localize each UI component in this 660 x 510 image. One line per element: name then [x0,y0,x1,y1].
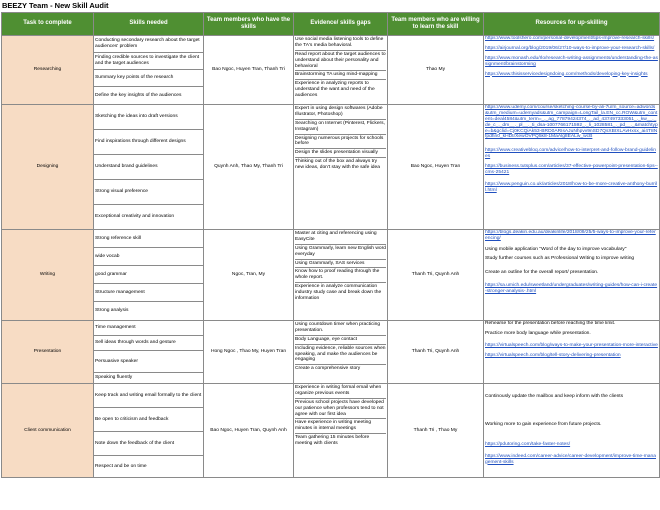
skill-cell[interactable]: Summary key points of the research [94,70,204,87]
skill-cell[interactable]: Time management [94,321,204,336]
skill-cell[interactable]: Understand brand guidelines [94,155,204,180]
table-row [2,230,660,248]
evidence-cell[interactable] [294,384,388,478]
skill-cell[interactable]: Respect and be on time [94,456,204,478]
table-row [2,321,660,336]
resource-link[interactable]: https://www.udemy.com/course/sketching-course-by-ali-7u/m_source=adwords&utm_medium=udemyads&utm_campaign=LongTail_la.EN_cc.ROW&utm_content=deal4584&utm_term=_._ag_77879424374_._ad_437497333051_._kw__._de_c_._dm__._pl__._ti_dsa-1007766171592_._li_1028581_._pd__._&matchtype=b&gclid=Cj0KCQiAk53-BRD0ARIsAJuNhpvv9nSD7QsXBIXLAvHxsx_ai4T8Nfpdhn0_kHDtrXewOVPQ5k8-1MaAlg8EALw_wcB [485,105,658,140]
skill-cell[interactable]: Speaking fluently [94,373,204,384]
resource-text: Continously update the mailbox and keep inform with the clients [485,394,624,399]
evidence-item: Using countdown timer when practicing presentation. [295,321,386,336]
task-cell[interactable]: Writing [2,230,94,321]
members-cell[interactable]: Bao Ngoc, Huyen Tran, Thanh Tri [204,36,294,105]
resource-link[interactable]: https://pdutoring.com/take-faster-notes/ [485,441,571,447]
evidence-item: Use social media listening tools to define the TA's media behavioral. [295,36,386,51]
skill-cell[interactable]: Finding credible sources to investigate the client and the target audiences [94,53,204,70]
evidence-item: Body Language, eye contact [295,336,386,345]
members-cell[interactable]: Hong Ngoc , Thao My, Huyen Tran [204,321,294,384]
resource-text: Practice more body language while presentation. [485,330,591,336]
skill-cell[interactable]: Sell ideas through words and gesture [94,336,204,351]
resource-link[interactable]: https://www.creativebloq.com/advice/how-to-interpret-and-follow-brand-guidelines [485,148,656,160]
task-cell[interactable]: Designing [2,105,94,230]
evidence-cell[interactable] [294,36,388,105]
evidence-item: Previous school projects have developed our patience when professors tend to not agree with our first idea [295,399,386,420]
skill-cell[interactable]: Be open to criticism and feedback [94,408,204,432]
skill-cell[interactable]: Structure management [94,284,204,302]
learners-cell[interactable]: Thanh Tri, Quynh Anh [388,321,484,384]
evidence-item: Have experience in writing meeting minutes in internal meetings [295,419,386,434]
resource-text: Working more to gain experience from future projects. [485,421,602,427]
resources-cell[interactable] [484,384,660,478]
skill-cell[interactable]: Keep track and writing email formally to the client [94,384,204,408]
evidence-cell[interactable] [294,105,388,230]
evidence-item: Using Grammarly, SAS services [295,260,386,269]
skill-cell[interactable]: Persuasive speaker [94,351,204,373]
learners-cell[interactable]: Thanh Tri , Thao My [388,384,484,478]
task-cell[interactable]: Presentation [2,321,94,384]
header-skills: Skills needed [94,13,204,36]
resource-link[interactable]: https://www.monash.edu/rlo/research-writing-assignments/understanding-the-assignment/brainstorming [485,55,658,67]
skill-cell[interactable]: Strong analysis [94,302,204,321]
resource-link[interactable]: https://business.tutsplus.com/articles/37-effective-powerpoint-presentation-tips--cms-25421 [485,164,658,175]
resource-text: Rehearse for the presentation before reaching the time limit. [485,321,616,326]
header-learners: Team members who are willing to learn the skill [388,13,484,36]
resource-link[interactable]: https://www.toolshero.com/personal-development/tips-improve-research-skills/ [485,36,655,41]
members-cell[interactable]: Quynh Anh, Thao My, Thanh Tri [204,105,294,230]
learners-cell[interactable]: Thanh Tri, Quynh Anh [388,230,484,321]
learners-cell[interactable]: Thao My [388,36,484,105]
skill-cell[interactable]: Exceptional creativity and innovation [94,205,204,230]
evidence-item: Experience in analyzing reports to understand the want and need of the audiences [295,81,375,98]
evidence-cell[interactable] [294,321,388,384]
resource-text: Create an outline for the overall report/ presentation. [485,269,599,275]
resources-cell[interactable] [484,321,660,384]
task-cell[interactable]: Researching [2,36,94,105]
resource-link[interactable]: https://virtualspeech.com/blog/ways-to-make-your-presentation-more-interactive [485,342,658,348]
resource-text: Using mobile application "Word of the day to improve vocabulary" [485,246,627,252]
resource-link[interactable]: https://www.indeed.com/career-advice/career-development/improve-time-management-skills [485,453,656,465]
header-row [2,13,660,36]
skill-cell[interactable]: Strong visual preference [94,180,204,205]
skill-cell[interactable]: Note down the feedback of the client [94,432,204,456]
table-row [2,36,660,53]
evidence-item: Thinking out of the box and always try new ideas, don't stay with the safe idea [295,159,380,170]
skill-audit-table [1,12,660,478]
evidence-item: Design the slides presentation visually [295,149,386,158]
learners-cell[interactable]: Bao Ngoc, Huyen Tran [388,105,484,230]
resources-cell[interactable] [484,105,660,230]
header-task: Task to complete [2,13,94,36]
evidence-item: Experience in writing formal email when organize previous events [295,384,386,399]
evidence-item: Expert in using design softwares (Adobe Illustrator, Photoshop) [295,105,386,120]
evidence-item: Searching on Internet (Pinterest, Flickers, Instagram) [295,120,386,135]
resource-link[interactable]: https://www.penguin.co.uk/articles/2018/how-to-be-more-creative-anthony-burrill.html [485,181,658,193]
resource-link[interactable]: https://sa.umich.edu/sweetland/undergraduates/writing-guides/how-can-i-create-stronger-analysis-.html [485,283,658,295]
header-evidence: Evidence/ skills gaps [294,13,388,36]
evidence-item: Experience in analyze communication industry study case and break down the information [295,284,382,301]
evidence-item: Designing numerous projects for schools before [295,135,386,150]
sheet-title: BEEZY Team - New Skill Audit [2,1,109,10]
members-cell[interactable]: Bao Ngoc, Huyen Tran, Quynh Anh [204,384,294,478]
skill-cell[interactable]: Find inspirations through different designs [94,130,204,155]
resource-link[interactable]: https://virtualspeech.com/blog/tell-story-delivering-presentation [485,352,621,358]
resource-link[interactable]: https://blogs.deakin.edu.au/deakinlife/2018/09/25/5-ways-to-improve-your-referencing/ [485,230,656,241]
members-cell[interactable]: Ngoc, Tran, My [204,230,294,321]
evidence-item: Know how to proof reading through the whole report. [295,268,386,283]
resource-link[interactable]: https://airjournal.org/blog/2019/06/27/10-ways-to-improve-your-research-skills/ [485,45,655,51]
evidence-item: Master at citing and referencing using EasyCite [295,230,386,245]
skill-cell[interactable]: Sketching the ideas into draft versions [94,105,204,130]
skill-cell[interactable]: Define the key insights of the audiences [94,87,204,105]
table-row [2,384,660,408]
resource-link[interactable]: https://www.thisisservicedesigndoing.com/methods/developing-key-insights [485,71,648,77]
skill-cell[interactable]: Conducting secondary research about the target audiences' problem [94,36,204,53]
header-resources: Resources for up-skilling [484,13,660,36]
resource-text: Study further courses such as Professional Writing to improve writing [485,255,635,261]
table-row [2,105,660,130]
evidence-item: Brainstorming TA using mind-mapping [295,71,386,80]
evidence-item: Create a comprehensive story [295,366,361,372]
evidence-cell[interactable] [294,230,388,321]
skill-cell[interactable]: good grammar [94,266,204,284]
task-cell[interactable]: Client communication [2,384,94,478]
resources-cell[interactable] [484,36,660,105]
header-members: Team members who have the skills [204,13,294,36]
evidence-item: Including evidence, reliable sources when speaking, and make the audiences be engaging [295,345,386,366]
skill-cell[interactable]: Strong reference skill [94,230,204,248]
evidence-item: Read report about the target audiences to understand about their personality and behavioral [295,51,386,72]
resources-cell[interactable] [484,230,660,321]
evidence-item: Using Grammarly, learn new English word everyday [295,245,386,260]
skill-cell[interactable]: wide vocab [94,248,204,266]
evidence-item: Team gathering 15 minutes before meeting with clients [295,435,370,446]
